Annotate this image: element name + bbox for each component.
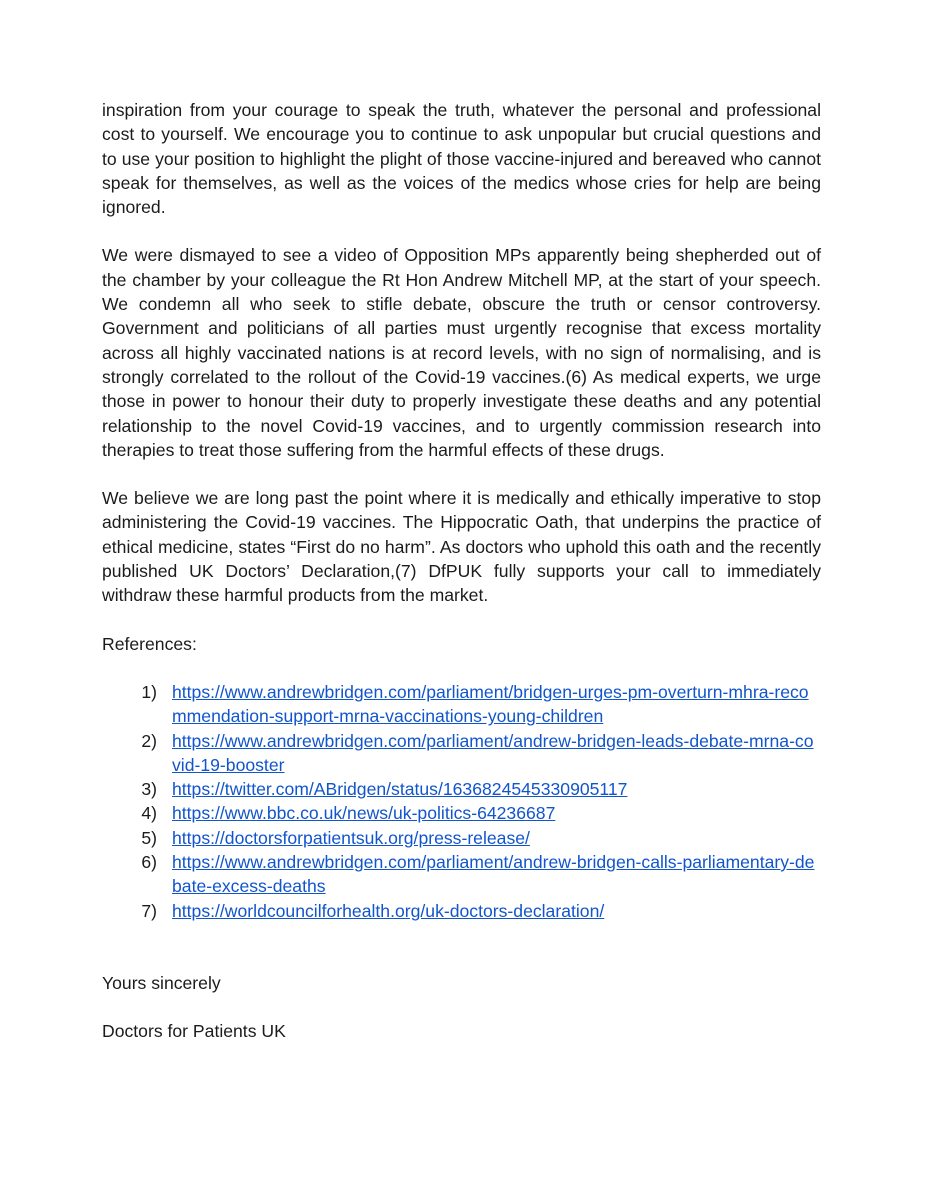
body-paragraph-1: inspiration from your courage to speak the truth, whatever the personal and professional cost to yourself. We encourage you to continue to ask unpopular but crucial questions and to use your position to highlight the plight of those vaccine-injured and bereaved who cannot speak for themselves, as well as the voices of the medics whose cries for help are being ignored. <box>102 100 821 218</box>
reference-number: 5) <box>141 827 157 848</box>
reference-link[interactable]: https://www.bbc.co.uk/news/uk-politics-64236687 <box>172 803 556 824</box>
references-list <box>102 680 821 923</box>
reference-number: 4) <box>141 803 157 824</box>
signature-spacer <box>102 995 821 1019</box>
reference-number: 7) <box>141 900 157 921</box>
reference-number: 2) <box>141 730 157 751</box>
body-paragraph-3: We believe we are long past the point where it is medically and ethically imperative to stop administering the Covid-19 vaccines. The Hippocratic Oath, that underpins the practice of ethical medicine, states “First do no harm”. As doctors who uphold this oath and the recently published UK Doctors’ Declaration,(7) DfPUK fully supports your call to immediately withdraw these harmful products from the market. <box>102 488 821 606</box>
reference-item <box>102 680 821 729</box>
reference-item <box>102 729 821 778</box>
signature-name: Doctors for Patients UK <box>102 1021 286 1042</box>
reference-number: 1) <box>141 681 157 702</box>
body-paragraph-2: We were dismayed to see a video of Opposition MPs apparently being shepherded out of the chamber by your colleague the Rt Hon Andrew Mitchell MP, at the start of your speech. We condemn all who seek to stifle debate, obscure the truth or censor controversy. Government and politicians of all parties must urgently recognise that excess mortality across all highly vaccinated nations is at record levels, with no sign of normalising, and is strongly correlated to the rollout of the Covid-19 vaccines.(6) As medical experts, we urge those in power to honour their duty to properly investigate these deaths and any potential relationship to the novel Covid-19 vaccines, and to urgently commission research into therapies to treat those suffering from the harmful effects of these drugs. <box>102 245 821 460</box>
closing-salutation: Yours sincerely <box>102 972 221 993</box>
reference-item <box>102 801 821 825</box>
reference-link[interactable]: https://worldcouncilforhealth.org/uk-doctors-declaration/ <box>172 900 605 921</box>
reference-number: 3) <box>141 779 157 800</box>
reference-link[interactable]: https://twitter.com/ABridgen/status/1636824545330905117 <box>172 779 628 800</box>
reference-link[interactable]: https://www.andrewbridgen.com/parliament/andrew-bridgen-leads-debate-mrna-covid-19-booster <box>172 730 814 775</box>
reference-item <box>102 826 821 850</box>
reference-item <box>102 777 821 801</box>
reference-number: 6) <box>141 852 157 873</box>
reference-item <box>102 850 821 899</box>
reference-item <box>102 899 821 923</box>
letter-page <box>102 98 821 1044</box>
reference-link[interactable]: https://www.andrewbridgen.com/parliament/bridgen-urges-pm-overturn-mhra-recommendation-support-mrna-vaccinations-young-children <box>172 681 809 727</box>
reference-link[interactable]: https://doctorsforpatientsuk.org/press-release/ <box>172 827 530 848</box>
closing-spacer <box>102 923 821 971</box>
references-heading: References: <box>102 633 197 654</box>
reference-link[interactable]: https://www.andrewbridgen.com/parliament/andrew-bridgen-calls-parliamentary-debate-excess-deaths <box>172 852 815 897</box>
